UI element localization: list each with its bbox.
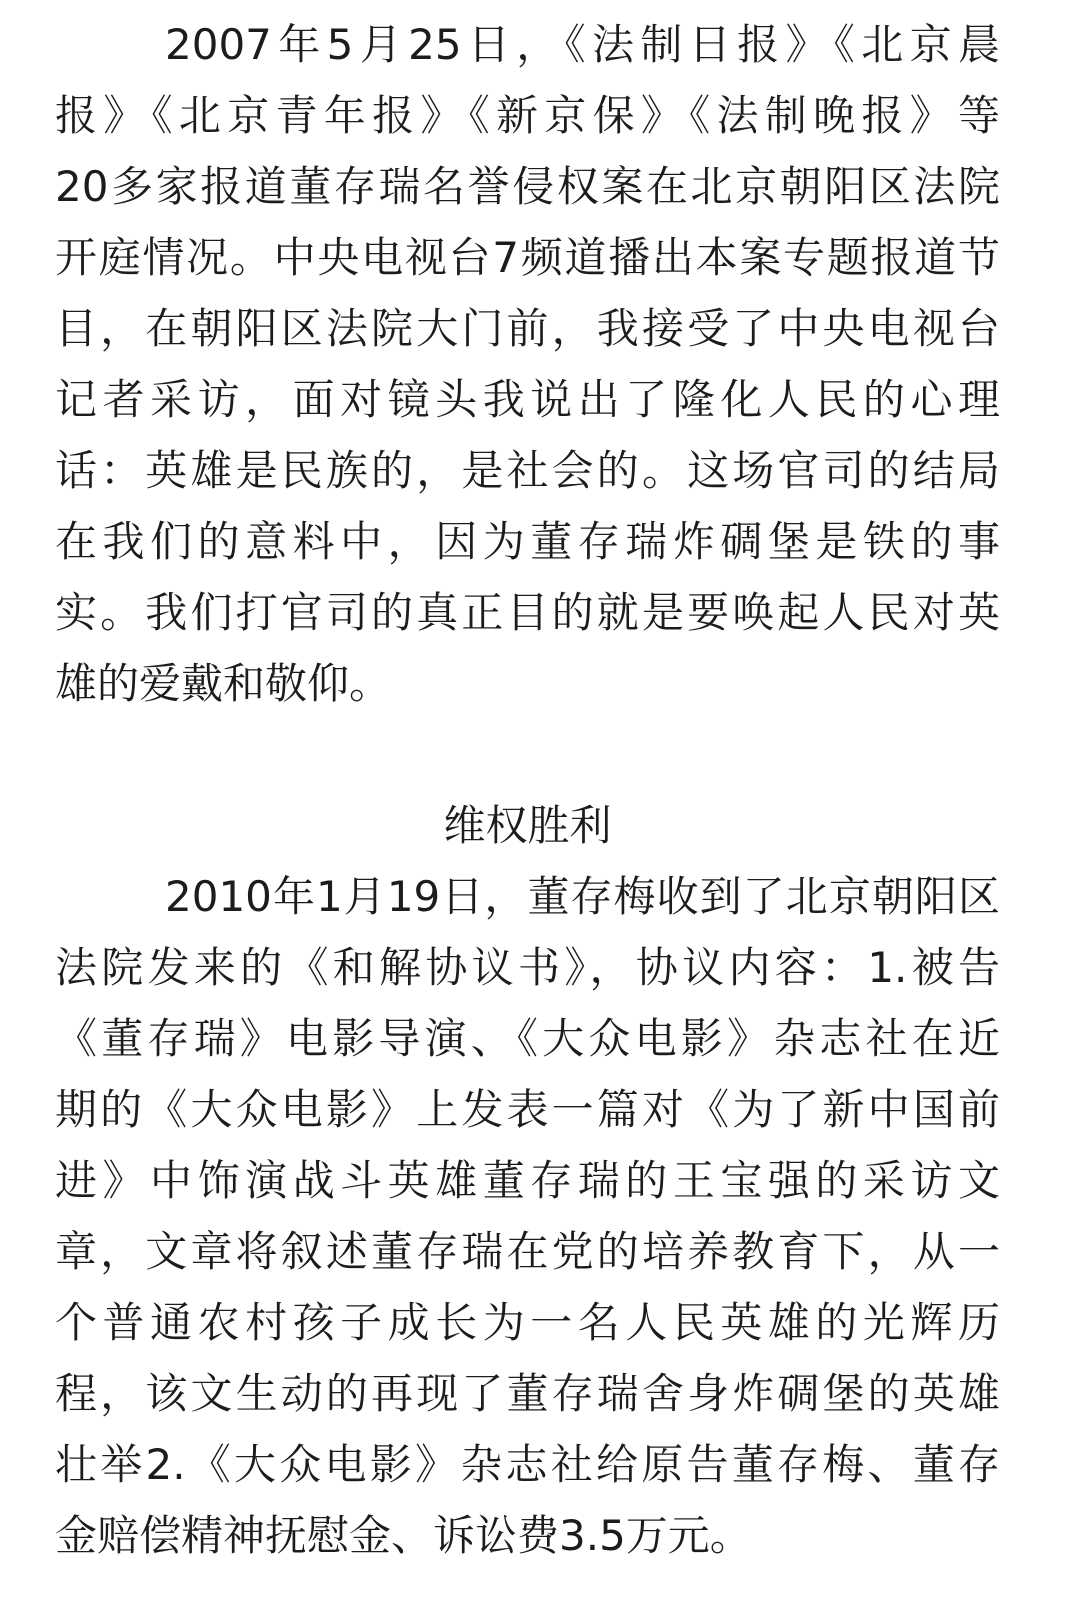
paragraph-line: 章，文章将叙述董存瑞在党的培养教育下，从一 <box>55 1227 1000 1276</box>
paragraph-spacer <box>55 719 1000 790</box>
paragraph-line: 开庭情况。中央电视台7频道播出本案专题报道节 <box>55 233 1000 282</box>
paragraph-2 <box>55 861 1000 1571</box>
paragraph-line: 金赔偿精神抚慰金、诉讼费3.5万元。 <box>55 1511 752 1560</box>
paragraph-line: 雄的爱戴和敬仰。 <box>55 659 392 708</box>
section-heading: 维权胜利 <box>443 801 612 850</box>
paragraph-line: 进》中饰演战斗英雄董存瑞的王宝强的采访文 <box>55 1156 1000 1205</box>
paragraph-line: 目，在朝阳区法院大门前，我接受了中央电视台 <box>55 304 1000 353</box>
paragraph-1 <box>55 9 1000 719</box>
paragraph-line: 个普通农村孩子成长为一名人民英雄的光辉历 <box>55 1298 1000 1347</box>
paragraph-line: 2007年5月25日，《法制日报》《北京晨 <box>165 20 1000 69</box>
paragraph-line: 报》《北京青年报》《新京保》《法制晚报》等 <box>55 91 1000 140</box>
article-body <box>55 9 1000 1571</box>
paragraph-line: 话：英雄是民族的，是社会的。这场官司的结局 <box>55 446 1000 495</box>
paragraph-line: 程，该文生动的再现了董存瑞舍身炸碉堡的英雄 <box>55 1369 1000 1418</box>
paragraph-line: 2010年1月19日，董存梅收到了北京朝阳区 <box>165 872 1000 921</box>
paragraph-line: 期的《大众电影》上发表一篇对《为了新中国前 <box>55 1085 1000 1134</box>
paragraph-line: 壮举2.《大众电影》杂志社给原告董存梅、董存 <box>55 1440 1000 1489</box>
paragraph-line: 记者采访，面对镜头我说出了隆化人民的心理 <box>55 375 1000 424</box>
paragraph-line: 法院发来的《和解协议书》，协议内容：1.被告 <box>55 943 1000 992</box>
paragraph-line: 在我们的意料中，因为董存瑞炸碉堡是铁的事 <box>55 517 1000 566</box>
paragraph-line: 20多家报道董存瑞名誉侵权案在北京朝阳区法院 <box>55 162 1000 211</box>
paragraph-line: 《董存瑞》电影导演、《大众电影》杂志社在近 <box>55 1014 1000 1063</box>
paragraph-line: 实。我们打官司的真正目的就是要唤起人民对英 <box>55 588 1000 637</box>
